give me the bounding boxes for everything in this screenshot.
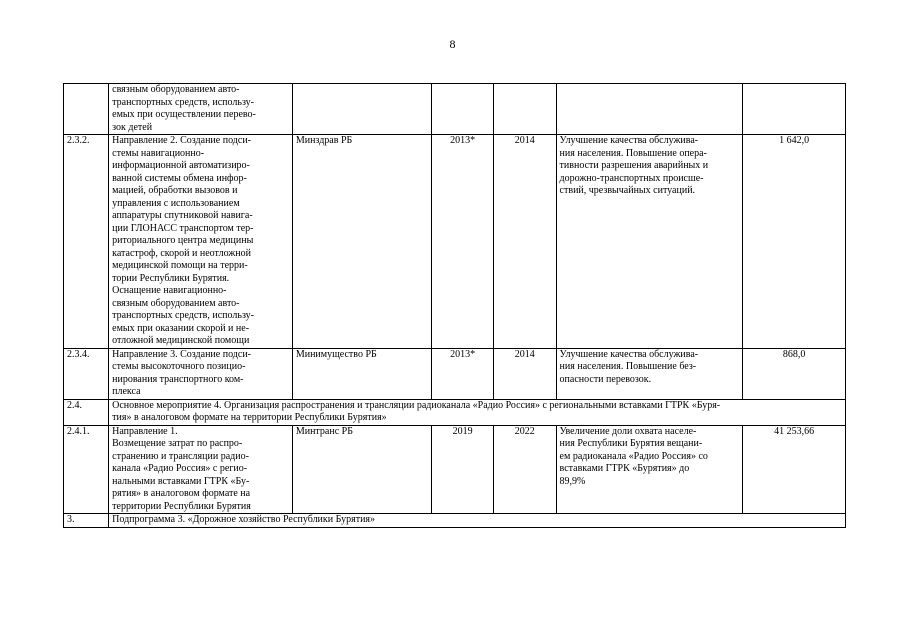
cell-year-start bbox=[432, 135, 494, 349]
year-start: 2019 bbox=[452, 425, 473, 437]
cell-result bbox=[556, 348, 743, 399]
cell-num bbox=[64, 348, 109, 399]
row-number: 2.3.4. bbox=[67, 348, 90, 360]
cell-num bbox=[64, 425, 109, 514]
cell-executor bbox=[292, 84, 432, 135]
section-title: Основное мероприятие 4. Организация распространения и трансляции радиоканала «Радио Россия» с региональными вставками ГТРК «Буря- тия» в аналоговом формате на территории Республики Бурятия» bbox=[112, 399, 721, 423]
executor: Минздрав РБ bbox=[295, 135, 353, 146]
measure-name: Направление 1. Возмещение затрат по распро- странению и трансляции радио- канала «Радио Россия» с регио- нальными вставками ГТРК «Бу- рятия» в аналоговом формате на территории Республики Бурятия bbox=[112, 425, 251, 512]
measure-name: Направление 3. Создание подси- стемы высокоточного позицио- нирования транспортного ком- плекса bbox=[112, 348, 251, 397]
table-row-2-4-1 bbox=[64, 425, 846, 514]
cell-year-start bbox=[432, 348, 494, 399]
row-number: 2.3.2. bbox=[67, 135, 90, 146]
amount: 41 253,66 bbox=[774, 425, 815, 437]
expected-result: Улучшение качества обслужива- ния населения. Повышение опера- тивности разрешения аварийных и дорожно-транспортных происше- ствий, чрезвычайных ситуаций. bbox=[559, 135, 709, 196]
cell-year-end bbox=[493, 348, 556, 399]
page-number: 8 bbox=[449, 37, 456, 51]
year-end: 2014 bbox=[514, 348, 535, 360]
cell-executor bbox=[292, 135, 432, 349]
cell-executor bbox=[292, 425, 432, 514]
cell-num bbox=[64, 399, 109, 425]
measure-name: связным оборудованием авто- транспортных средств, использу- емых при осуществлении перево- зок детей bbox=[112, 84, 256, 133]
cell-amount bbox=[743, 348, 846, 399]
amount: 868,0 bbox=[782, 348, 806, 360]
cell-amount bbox=[743, 425, 846, 514]
expected-result: Увеличение доли охвата населе- ния Республики Бурятия вещани- ем радиоканала «Радио Россия» со вставками ГТРК «Бурятия» до 89,9% bbox=[559, 425, 708, 487]
cell-name bbox=[109, 425, 293, 514]
cell-name bbox=[109, 135, 293, 349]
cell-result bbox=[556, 135, 743, 349]
cell-num bbox=[64, 135, 109, 349]
expected-result: Улучшение качества обслужива- ния населения. Повышение без- опасности перевозок. bbox=[559, 348, 699, 385]
year-start: 2013* bbox=[450, 135, 476, 146]
row-number: 3. bbox=[67, 514, 75, 525]
row-number: 2.4.1. bbox=[67, 425, 90, 437]
cell-result bbox=[556, 425, 743, 514]
executor: Минтранс РБ bbox=[295, 425, 353, 437]
executor: Минимущество РБ bbox=[295, 348, 377, 360]
cell-name bbox=[109, 84, 293, 135]
cell-num bbox=[64, 84, 109, 135]
cell-year-end bbox=[493, 135, 556, 349]
cell-executor bbox=[292, 348, 432, 399]
amount: 1 642,0 bbox=[779, 135, 810, 146]
cell-section-title bbox=[109, 399, 846, 425]
cell-name bbox=[109, 348, 293, 399]
program-table bbox=[63, 83, 846, 528]
cell-section-title bbox=[109, 514, 846, 528]
cell-num bbox=[64, 514, 109, 528]
cell-year-end bbox=[493, 425, 556, 514]
year-end: 2022 bbox=[514, 425, 535, 437]
table-row-2-3-2 bbox=[64, 135, 846, 349]
measure-name: Направление 2. Создание подси- стемы навигационно- информационной автоматизиро- ванной системы обмена инфор- мацией, обработки вызовов и управления с использованием аппаратуры спутниковой навига- ции ГЛОНАСС транспортом тер- риториального центра медицины катастроф, скорой и неотложной медицинской помощи на терри- тории Республики Бурятия. Оснащение навигационно- связным оборудованием авто- транспортных средств, использу- емых при оказании скорой и не- отложной медицинской помощи bbox=[112, 135, 255, 346]
cell-amount bbox=[743, 84, 846, 135]
cell-year-start bbox=[432, 84, 494, 135]
table-row-continuation bbox=[64, 84, 846, 135]
row-number: 2.4. bbox=[67, 399, 82, 411]
cell-year-end bbox=[493, 84, 556, 135]
cell-amount bbox=[743, 135, 846, 349]
year-start: 2013* bbox=[450, 348, 476, 360]
cell-year-start bbox=[432, 425, 494, 514]
cell-result bbox=[556, 84, 743, 135]
table-row-2-3-4 bbox=[64, 348, 846, 399]
table-row-section-2-4 bbox=[64, 399, 846, 425]
table-row-section-3 bbox=[64, 514, 846, 528]
year-end: 2014 bbox=[514, 135, 535, 146]
section-title: Подпрограмма 3. «Дорожное хозяйство Республики Бурятия» bbox=[112, 514, 376, 525]
